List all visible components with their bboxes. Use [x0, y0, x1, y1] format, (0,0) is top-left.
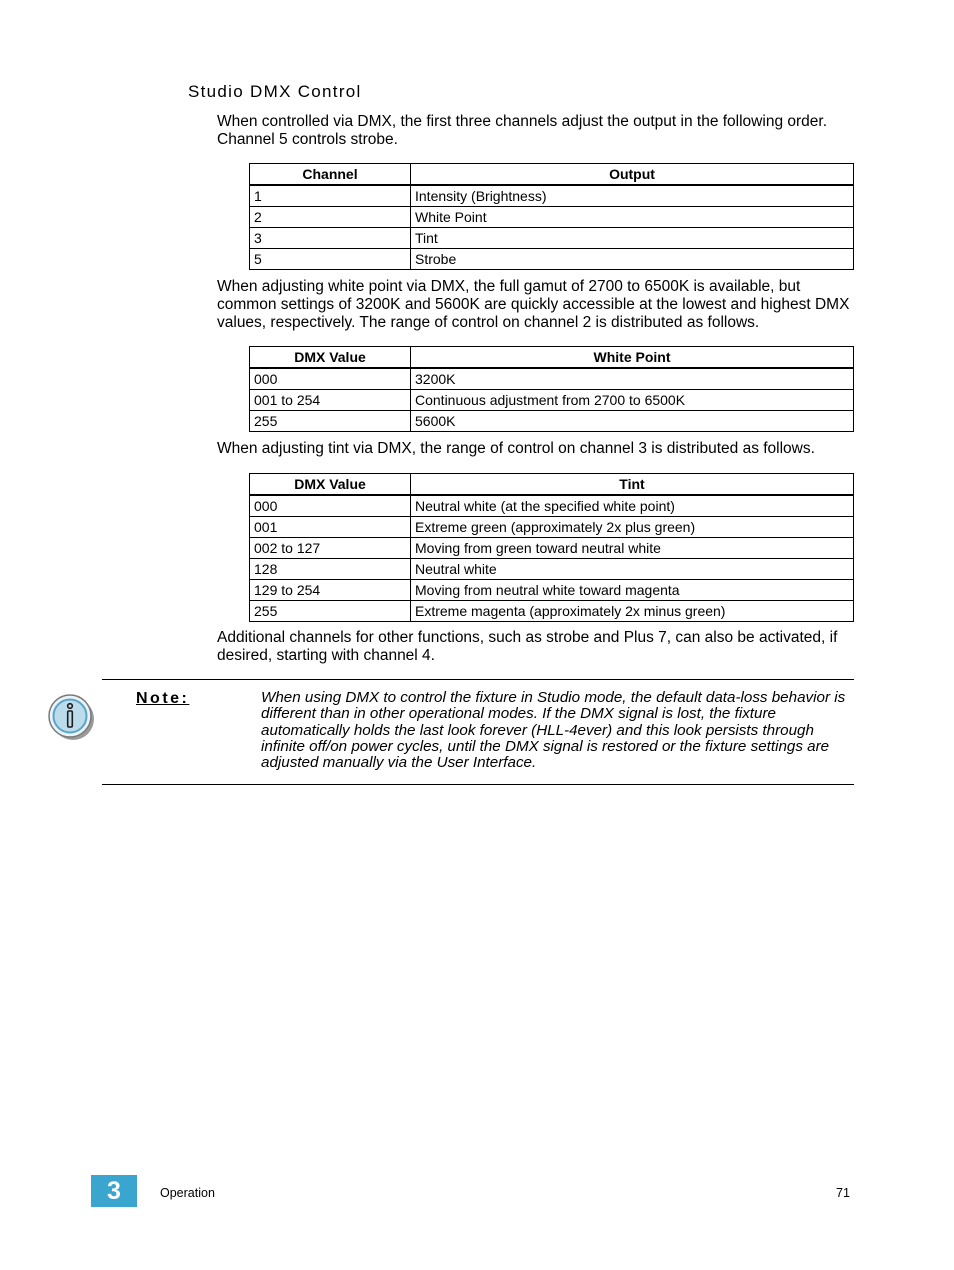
- page-number: 71: [836, 1186, 850, 1200]
- column-header: Output: [411, 164, 854, 186]
- table-row: [250, 580, 854, 601]
- section-heading: Studio DMX Control: [188, 82, 362, 101]
- table-row: [250, 185, 854, 207]
- table-row: [250, 368, 854, 390]
- table-row: [250, 249, 854, 270]
- table-cell: Strobe: [411, 249, 854, 270]
- note-label: Note:: [136, 690, 190, 707]
- table-cell: Intensity (Brightness): [411, 185, 854, 207]
- column-header: DMX Value: [250, 474, 411, 496]
- chapter-number-badge: 3: [91, 1175, 137, 1207]
- table-cell: 5: [250, 249, 411, 270]
- intro-paragraph: When controlled via DMX, the first three channels adjust the output in the following order. Channel 5 controls strobe.: [217, 113, 828, 148]
- table-row: [250, 207, 854, 228]
- white-point-table: [249, 346, 854, 432]
- table-header-row: [250, 164, 854, 186]
- table-cell: 5600K: [411, 411, 854, 432]
- table-cell: Neutral white: [411, 559, 854, 580]
- note-text: When using DMX to control the fixture in Studio mode, the default data-loss behavior is different than in other operational modes. If the DMX signal is lost, the fixture automatically holds the last look forever (HLL-4ever) and this look persists through infinite off/on power cycles, until the DMX signal is restored or the fixture settings are adjusted manually via the User Interface.: [261, 689, 846, 772]
- table-cell: 001: [250, 517, 411, 538]
- tint-table: [249, 473, 854, 622]
- table-cell: 001 to 254: [250, 390, 411, 411]
- table-cell: 129 to 254: [250, 580, 411, 601]
- note-top-divider: [102, 679, 854, 680]
- table-row: [250, 559, 854, 580]
- white-point-paragraph: When adjusting white point via DMX, the full gamut of 2700 to 6500K is available, but common settings of 3200K and 5600K are quickly accessible at the lowest and highest DMX values, respectively. The range of control on channel 2 is distributed as follows.: [217, 278, 850, 331]
- table-cell: 000: [250, 368, 411, 390]
- table-cell: 002 to 127: [250, 538, 411, 559]
- table-cell: 3: [250, 228, 411, 249]
- table-row: [250, 228, 854, 249]
- info-icon: [47, 692, 97, 747]
- table-cell: 255: [250, 411, 411, 432]
- table-cell: 2: [250, 207, 411, 228]
- channel-table: [249, 163, 854, 270]
- table-cell: 1: [250, 185, 411, 207]
- table-cell: 3200K: [411, 368, 854, 390]
- table-cell: Tint: [411, 228, 854, 249]
- table-row: [250, 495, 854, 517]
- table-header-row: [250, 347, 854, 369]
- table-row: [250, 517, 854, 538]
- table-cell: White Point: [411, 207, 854, 228]
- table-cell: 000: [250, 495, 411, 517]
- footer-chapter-name: Operation: [160, 1186, 215, 1200]
- table-cell: Extreme green (approximately 2x plus green): [411, 517, 854, 538]
- table-cell: 255: [250, 601, 411, 622]
- table-cell: 128: [250, 559, 411, 580]
- table-header-row: [250, 474, 854, 496]
- column-header: DMX Value: [250, 347, 411, 369]
- note-bottom-divider: [102, 784, 854, 785]
- additional-paragraph: Additional channels for other functions, such as strobe and Plus 7, can also be activated, if desired, starting with channel 4.: [217, 629, 838, 664]
- table-cell: Neutral white (at the specified white point): [411, 495, 854, 517]
- column-header: Channel: [250, 164, 411, 186]
- table-row: [250, 538, 854, 559]
- table-cell: Moving from green toward neutral white: [411, 538, 854, 559]
- table-row: [250, 601, 854, 622]
- table-cell: Extreme magenta (approximately 2x minus green): [411, 601, 854, 622]
- column-header: White Point: [411, 347, 854, 369]
- column-header: Tint: [411, 474, 854, 496]
- tint-paragraph: When adjusting tint via DMX, the range of control on channel 3 is distributed as follows.: [217, 440, 815, 457]
- table-row: [250, 390, 854, 411]
- table-cell: Continuous adjustment from 2700 to 6500K: [411, 390, 854, 411]
- table-row: [250, 411, 854, 432]
- table-cell: Moving from neutral white toward magenta: [411, 580, 854, 601]
